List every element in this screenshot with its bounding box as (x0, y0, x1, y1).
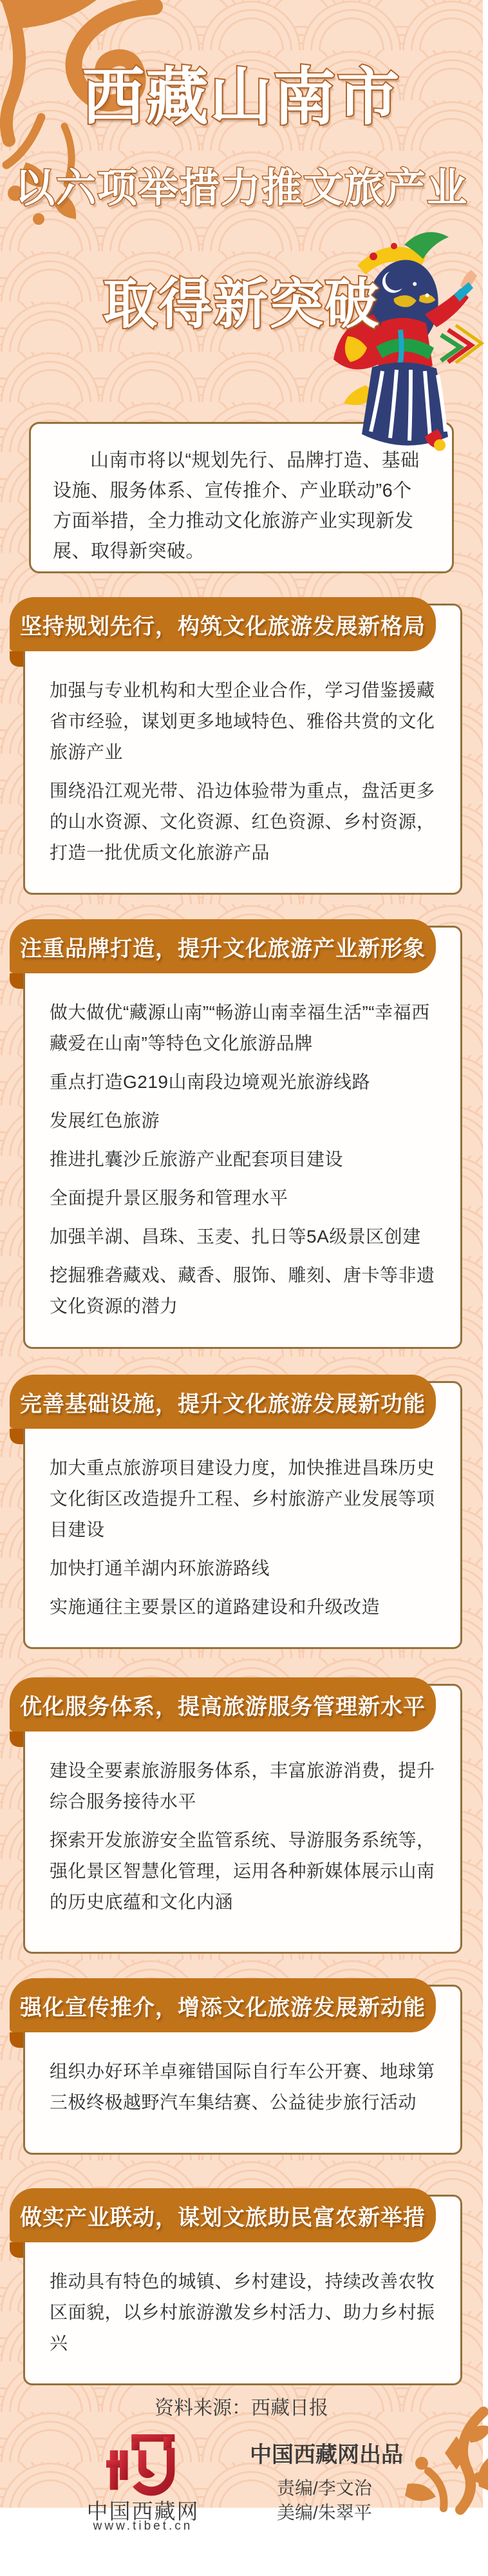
section-paragraph: 推进扎囊沙丘旅游产业配套项目建设 (50, 1149, 344, 1169)
section-paragraph: 围绕沿江观光带、沿边体验带为重点，盘活更多的山水资源、文化资源、红色资源、乡村资源，打造一批优质文化旅游产品 (50, 781, 435, 863)
page-subtitle-line1: 以六项举措力推文旅产业 (14, 166, 468, 211)
header (0, 0, 483, 422)
section-banner (10, 1978, 436, 2032)
section-paragraph: 挖掘雅砻藏戏、藏香、服饰、雕刻、唐卡等非遗文化资源的潜力 (50, 1265, 435, 1316)
section-paragraph: 加强羊湖、昌珠、玉麦、扎日等5A级景区创建 (50, 1226, 421, 1246)
section-paragraph: 加快打通羊湖内环旅游路线 (50, 1558, 270, 1578)
section-title: 优化服务体系，提高旅游服务管理新水平 (20, 1694, 426, 1719)
section-paragraph: 实施通往主要景区的道路建设和升级改造 (50, 1597, 380, 1617)
brand-url: www.tibet.cn (93, 2519, 193, 2533)
designer-credit: 美编/朱翠平 (277, 2503, 372, 2523)
section-banner (10, 2188, 436, 2242)
section-banner (10, 1677, 436, 1732)
section-paragraph: 做大做优“藏源山南”“畅游山南幸福生活”“幸福西藏爱在山南”等特色文化旅游品牌 (50, 1002, 430, 1053)
section-banner (10, 919, 436, 973)
section-paragraph: 组织办好环羊卓雍错国际自行车公开赛、地球第三极终极越野汽车集结赛、公益徒步旅行活动 (50, 2061, 435, 2112)
section-title: 坚持规划先行，构筑文化旅游发展新格局 (20, 614, 426, 639)
floral-corner-ornament (369, 2394, 488, 2513)
produced-by: 中国西藏网出品 (250, 2443, 403, 2467)
section-industry-linkage (0, 2188, 483, 2385)
editor-credit: 责编/李文治 (277, 2478, 372, 2498)
section-title: 强化宣传推介，增添文化旅游发展新动能 (20, 1995, 426, 2020)
page-subtitle-line2: 取得新突破 (102, 274, 380, 334)
section-paragraph: 发展红色旅游 (50, 1111, 160, 1131)
section-infrastructure (0, 1375, 483, 1649)
page-title: 西藏山南市 (82, 62, 401, 132)
section-paragraph: 全面提升景区服务和管理水平 (50, 1188, 288, 1208)
section-paragraph: 推动具有特色的城镇、乡村建设，持续改善农牧区面貌，以乡村旅游激发乡村活力、助力乡村振兴 (50, 2271, 435, 2353)
tibetan-opera-dancer-illustration (328, 232, 482, 455)
section-paragraph: 建设全要素旅游服务体系，丰富旅游消费，提升综合服务接待水平 (50, 1760, 435, 1811)
source-credit: 资料来源：西藏日报 (155, 2398, 328, 2419)
section-paragraph: 探索开发旅游安全监管系统、导游服务系统等，强化景区智慧化管理，运用各种新媒体展示山南的历史底蕴和文化内涵 (50, 1830, 435, 1912)
section-service (0, 1677, 483, 1954)
section-title: 做实产业联动，谋划文旅助民富农新举措 (20, 2205, 426, 2230)
section-banner (10, 1375, 436, 1429)
section-paragraph: 加强与专业机构和大型企业合作，学习借鉴援藏省市经验，谋划更多地域特色、雅俗共赏的文化旅游产业 (50, 680, 435, 762)
intro-text: 山南市将以“规划先行、品牌打造、基础设施、服务体系、宣传推介、产业联动”6个方面举措，全力推动文化旅游产业实现新发展、取得新突破。 (53, 450, 420, 562)
section-title: 完善基础设施，提升文化旅游发展新功能 (20, 1391, 426, 1417)
section-banner (10, 597, 436, 651)
section-content-box (23, 926, 462, 1349)
section-branding (0, 919, 483, 1349)
china-tibet-online-seal-logo (106, 2434, 180, 2494)
section-paragraph: 加大重点旅游项目建设力度，加快推进昌珠历史文化街区改造提升工程、乡村旅游产业发展等项目建设 (50, 1458, 435, 1540)
brand-name: 中国西藏网 (86, 2499, 200, 2523)
section-title: 注重品牌打造，提升文化旅游产业新形象 (20, 936, 426, 961)
section-promotion (0, 1978, 483, 2155)
section-planning (0, 597, 483, 895)
section-paragraph: 重点打造G219山南段边境观光旅游线路 (50, 1072, 370, 1092)
